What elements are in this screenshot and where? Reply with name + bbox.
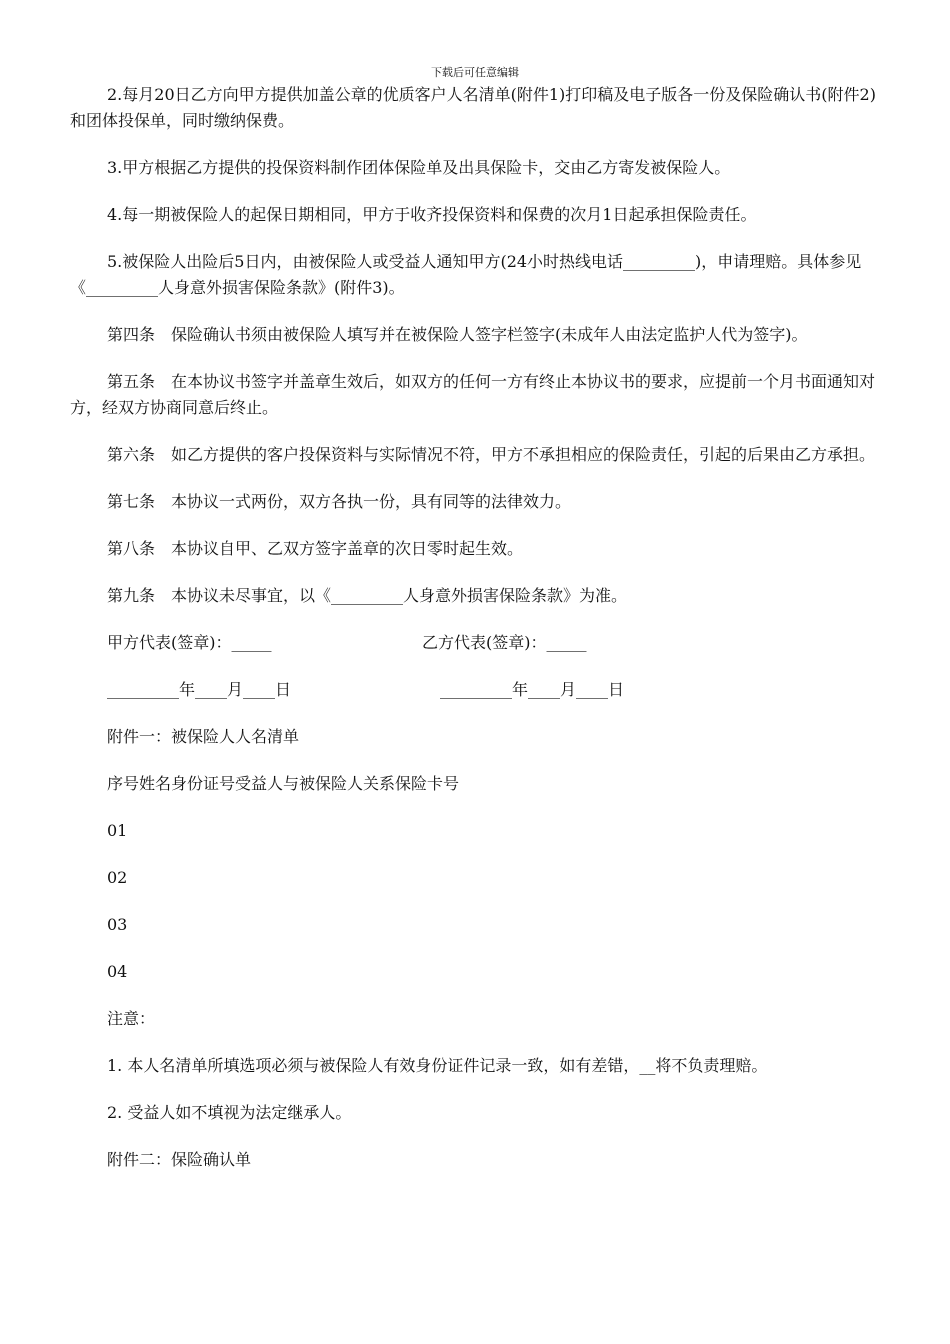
clause-item-4: 4.每一期被保险人的起保日期相同，甲方于收齐投保资料和保费的次月1日起承担保险责任。	[107, 205, 757, 224]
notes-title: 注意：	[107, 1009, 156, 1028]
list-item: 03	[107, 915, 128, 934]
party-b-date: _________年____月____日	[440, 680, 625, 699]
list-item: 01	[107, 821, 128, 840]
list-item: 02	[107, 868, 128, 887]
article-6: 第六条 如乙方提供的客户投保资料与实际情况不符，甲方不承担相应的保险责任，引起的后果由乙方承担。	[107, 445, 876, 464]
party-b-signature: 乙方代表(签章)：_____	[422, 633, 587, 652]
note-item-1: 1. 本人名清单所填选项必须与被保险人有效身份证件记录一致，如有差错，__将不负责理赔。	[107, 1056, 768, 1075]
date-row	[70, 677, 890, 703]
article-8: 第八条 本协议自甲、乙双方签字盖章的次日零时起生效。	[107, 539, 524, 558]
clause-item-3: 3.甲方根据乙方提供的投保资料制作团体保险单及出具保险卡，交由乙方寄发被保险人。	[107, 158, 731, 177]
note-item-2: 2. 受益人如不填视为法定继承人。	[107, 1103, 352, 1122]
party-a-date: _________年____月____日	[107, 680, 292, 699]
annex1-title: 附件一：被保险人人名清单	[107, 727, 300, 746]
clause-item-5: 5.被保险人出险后5日内，由被保险人或受益人通知甲方(24小时热线电话_________)，申请理赔。具体参见《_________人身意外损害保险条款》(附件3)。	[70, 252, 862, 297]
article-4: 第四条 保险确认书须由被保险人填写并在被保险人签字栏签字(未成年人由法定监护人代为签字)。	[107, 325, 808, 344]
clause-item-2: 2.每月20日乙方向甲方提供加盖公章的优质客户人名清单(附件1)打印稿及电子版各一份及保险确认书(附件2)和团体投保单，同时缴纳保费。	[70, 85, 876, 130]
article-7: 第七条 本协议一式两份，双方各执一份，具有同等的法律效力。	[107, 492, 572, 511]
article-5: 第五条 在本协议书签字并盖章生效后，如双方的任何一方有终止本协议书的要求，应提前一个月书面通知对方，经双方协商同意后终止。	[70, 372, 876, 417]
signature-row	[70, 630, 890, 656]
annex1-columns: 序号姓名身份证号受益人与被保险人关系保险卡号	[107, 774, 460, 793]
annex2-title: 附件二：保险确认单	[107, 1150, 252, 1169]
article-9: 第九条 本协议未尽事宜，以《_________人身意外损害保险条款》为准。	[107, 586, 628, 605]
header-note: 下载后可任意编辑	[431, 66, 519, 79]
list-item: 04	[107, 962, 128, 981]
party-a-signature: 甲方代表(签章)：_____	[107, 633, 272, 652]
document-body	[70, 82, 890, 1194]
